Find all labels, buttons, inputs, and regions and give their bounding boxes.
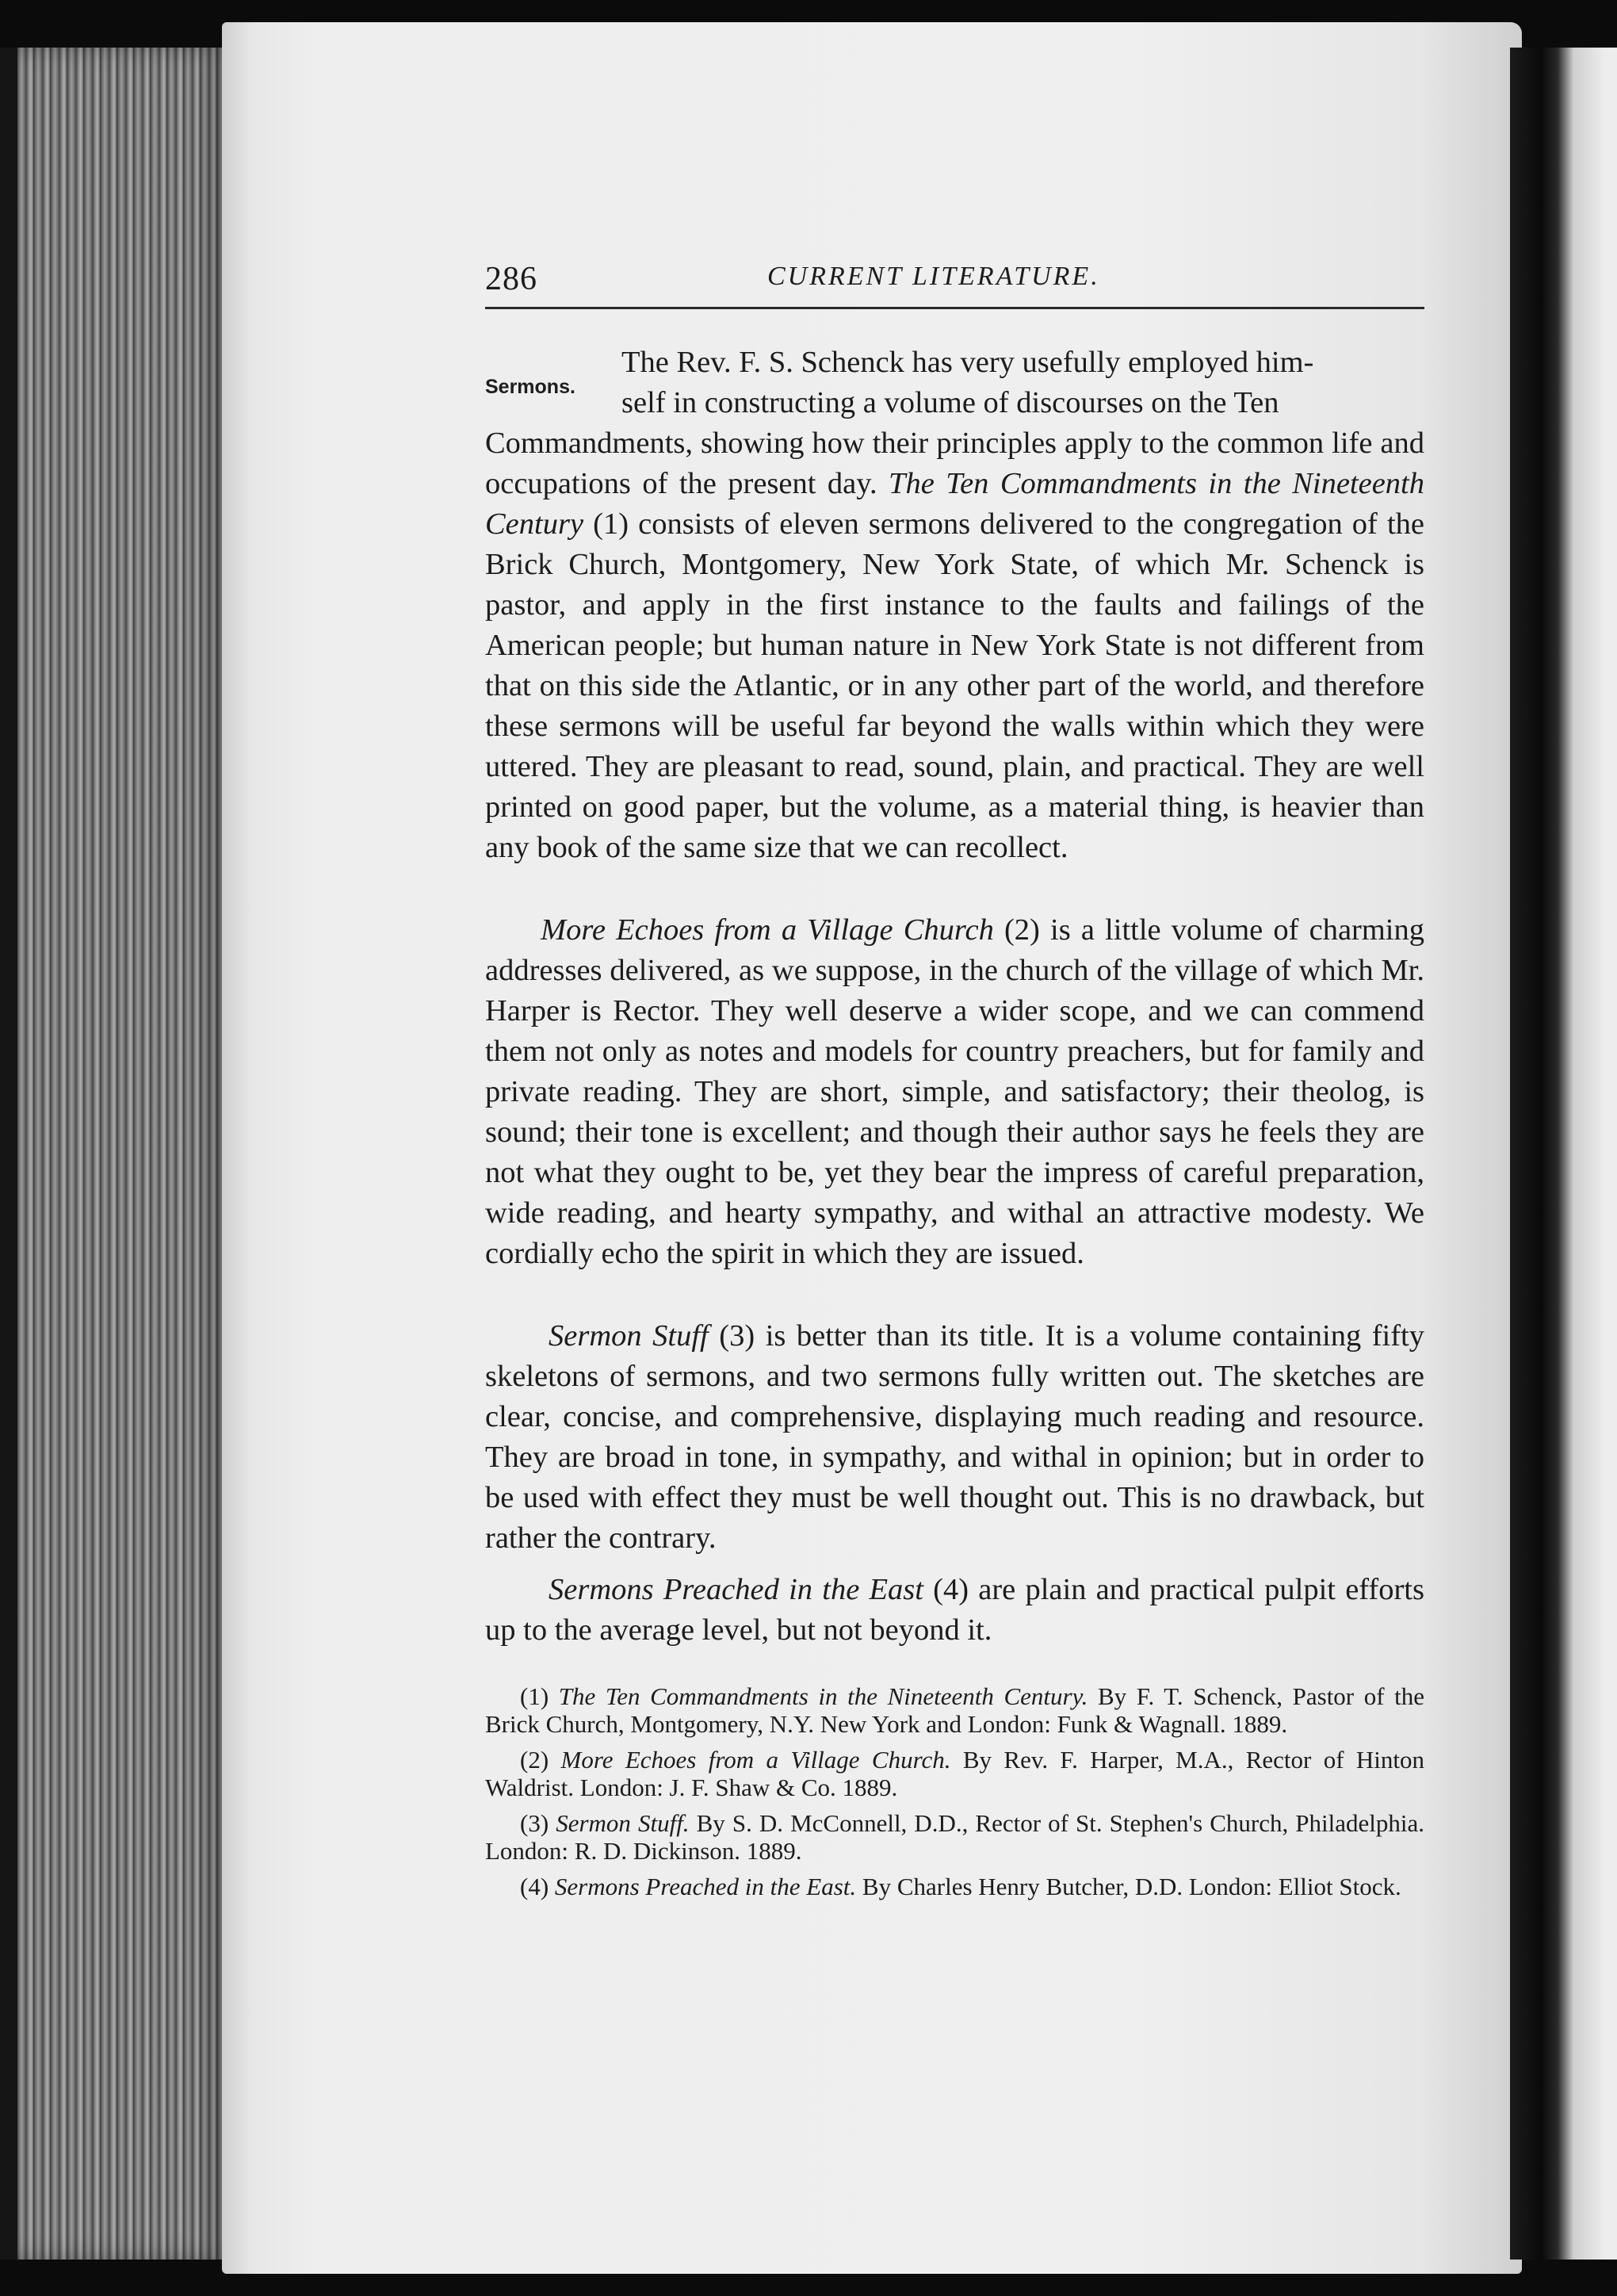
book-page-edges xyxy=(0,48,230,2260)
book-title: Sermon Stuff xyxy=(549,1319,709,1353)
footnote xyxy=(485,1809,1424,1865)
paragraph-butcher xyxy=(485,1570,1424,1651)
footnote-text: By F. T. Schenck, Pastor of the Brick Church, Montgomery, N.Y. New York and London: Funk & Wagnall. 1889. xyxy=(485,1682,1424,1738)
footnote-title: More Echoes from a Village Church. xyxy=(560,1746,951,1774)
book-spine-shadow xyxy=(0,48,17,2260)
paragraph-text: (3) is better than its title. It is a volume containing fifty skeletons of sermons, and two sermons fully written out. The sketches are clear, concise, and comprehensive, displaying much reading and resource. They are broad in tone, in sympathy, and withal in opinion; but in order to be used with effect they must be well thought out. This is no drawback, but rather the contrary. xyxy=(485,1319,1425,1555)
footnote-number: (1) xyxy=(520,1682,559,1710)
side-note-sermons: Sermons. xyxy=(485,376,575,398)
running-head xyxy=(485,260,1424,308)
running-title: CURRENT LITERATURE. xyxy=(767,262,1100,291)
footnote-number: (4) xyxy=(520,1873,555,1900)
paragraph-text: (2) is a little volume of charming addresses delivered, as we suppose, in the church of the village of which Mr. Harper is Rector. They well deserve a wider scope, and we can commend them not only as notes and models for country preachers, but for family and private reading. They are short, simple, and satisfactory; their theolog, is sound; their tone is excellent; and though their author says he feels they are not what they ought to be, yet they bear the impress of careful preparation, wide reading, and hearty sympathy, and withal an attractive modesty. We cordially echo the spirit in which they are issued. xyxy=(485,913,1425,1270)
paragraph-mcconnell xyxy=(485,1316,1424,1559)
footnote xyxy=(485,1873,1424,1900)
footnote-title: Sermon Stuff. xyxy=(556,1809,690,1837)
right-gutter xyxy=(1510,48,1617,2260)
book-title: More Echoes from a Village Church xyxy=(541,913,994,947)
footnote-text: By Rev. F. Harper, M.A., Rector of Hinton Waldrist. London: J. F. Shaw & Co. 1889. xyxy=(485,1746,1424,1801)
footnote xyxy=(485,1682,1424,1738)
paragraph-harper xyxy=(485,910,1424,1274)
head-rule xyxy=(485,307,1424,309)
paragraph-line: self in constructing a volume of discourses on the Ten xyxy=(621,386,1279,419)
footnote-title: Sermons Preached in the East. xyxy=(554,1873,857,1900)
footnote-number: (2) xyxy=(520,1746,561,1774)
paragraph-schenck xyxy=(485,342,1424,868)
paragraph-text: (1) consists of eleven sermons delivered to the congregation of the Brick Church, Montgomery, New York State, of which Mr. Schenck is pastor, and apply in the first instance to the faults and failings of the American people; but human nature in New York State is not different from that on this side the Atlantic, or in any other part of the world, and therefore these sermons will be useful far beyond the walls within which they were uttered. They are pleasant to read, sound, plain, and practical. They are well printed on good paper, but the volume, as a material thing, is heavier than any book of the same size that we can recollect. xyxy=(485,507,1424,864)
page-number: 286 xyxy=(485,261,537,297)
footnotes xyxy=(485,1682,1424,1908)
paragraph-line: The Rev. F. S. Schenck has very usefully employed him- xyxy=(621,346,1314,379)
footnote-number: (3) xyxy=(520,1809,556,1837)
book-title: The Ten Commandments in the Nineteenth Century xyxy=(485,467,1425,541)
footnote xyxy=(485,1746,1424,1801)
footnote-text: By Charles Henry Butcher, D.D. London: Elliot Stock. xyxy=(856,1873,1401,1900)
paragraph-text: Commandments, showing how their principles apply to the common life and occupations of the present day. xyxy=(485,427,1424,500)
paragraph-text: (4) are plain and practical pulpit efforts up to the average level, but not beyond it. xyxy=(485,1573,1424,1647)
footnote-title: The Ten Commandments in the Nineteenth Century. xyxy=(558,1682,1088,1710)
book-title: Sermons Preached in the East xyxy=(549,1573,923,1606)
footnote-text: By S. D. McConnell, D.D., Rector of St. Stephen's Church, Philadelphia. London: R. D. Dickinson. 1889. xyxy=(485,1809,1424,1865)
